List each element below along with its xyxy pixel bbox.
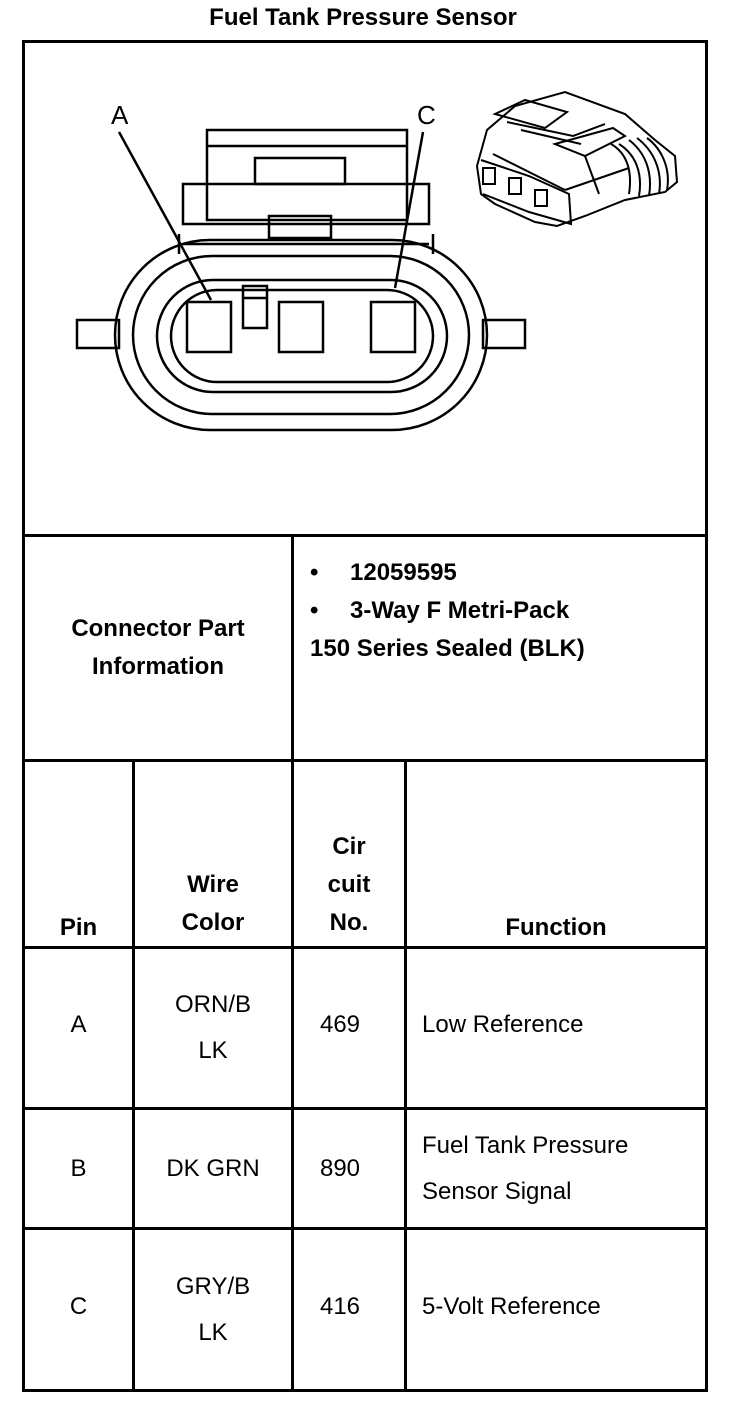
- pin-value: A: [70, 1011, 87, 1038]
- connector-info-label-line2: Information: [92, 653, 224, 680]
- row-a-pin: [25, 949, 132, 1107]
- description-line: [310, 592, 705, 630]
- latch-housing: [207, 130, 407, 220]
- right-peg: [483, 320, 525, 348]
- page-title: Fuel Tank Pressure Sensor: [209, 4, 517, 31]
- circuit-value: 416: [319, 1292, 361, 1320]
- cavity-b: [279, 302, 323, 352]
- latch-window: [255, 158, 345, 184]
- wire-value-line1: ORN/B: [174, 991, 251, 1018]
- description-line2: 150 Series Sealed (BLK): [310, 635, 585, 662]
- circuit-value: 890: [319, 1154, 361, 1182]
- row-a-wire: [135, 949, 291, 1107]
- header-circuit-line2: cuit: [327, 871, 371, 898]
- row-a-function: [422, 949, 705, 1107]
- header-pin-label: Pin: [59, 914, 98, 941]
- inner-shell: [157, 280, 447, 392]
- header-pin: [25, 762, 132, 942]
- row-c-circuit: [294, 1230, 386, 1389]
- wire-value-line2: LK: [198, 1037, 228, 1064]
- bullet-icon: •: [310, 597, 319, 624]
- header-wire-color-line2: Color: [181, 909, 245, 936]
- part-number-line: [310, 554, 705, 592]
- pin-value: C: [69, 1292, 88, 1320]
- frame-right: [705, 40, 708, 1392]
- pin-label-c: C: [417, 100, 436, 130]
- frame-top: [22, 40, 708, 43]
- row-c-wire: [135, 1230, 291, 1389]
- header-wire-color-line1: Wire: [187, 871, 239, 898]
- header-function: [407, 762, 705, 942]
- function-value: Low Reference: [422, 1011, 584, 1038]
- function-value-line1: Fuel Tank Pressure: [422, 1131, 629, 1159]
- connector-info-label-line1: Connector Part: [71, 615, 245, 642]
- pin-label-a: A: [111, 100, 129, 130]
- header-circuit: [294, 762, 404, 942]
- row-c-pin: [25, 1230, 132, 1389]
- bullet-icon: •: [310, 559, 319, 586]
- header-function-label: Function: [505, 914, 607, 941]
- function-value-line2: Sensor Signal: [422, 1177, 572, 1205]
- wire-value-line1: GRY/B: [175, 1272, 251, 1300]
- description-line1: 3-Way F Metri-Pack: [350, 597, 570, 624]
- leader-c: [395, 132, 423, 288]
- cavity-a: [187, 302, 231, 352]
- wire-value-line1: DK GRN: [166, 1154, 260, 1182]
- row-a-circuit: [294, 949, 386, 1107]
- connector-diagram: [25, 44, 705, 534]
- circuit-value: 469: [319, 1011, 361, 1038]
- latch-base: [183, 184, 429, 224]
- leader-a: [119, 132, 211, 300]
- row-b-circuit: [294, 1110, 386, 1227]
- part-number: 12059595: [350, 559, 457, 586]
- polarizing-key: [243, 286, 267, 328]
- row-c-function: [422, 1230, 705, 1389]
- row-b-wire: [135, 1110, 291, 1227]
- header-wire-color: [135, 762, 291, 942]
- connector-info-value: [310, 554, 705, 668]
- row-b-function: [422, 1110, 705, 1227]
- wire-value-line2: LK: [198, 1318, 228, 1346]
- row-b-pin: [25, 1110, 132, 1227]
- pin-value: B: [70, 1154, 87, 1182]
- header-circuit-line3: No.: [329, 909, 369, 936]
- description-line2-row: [310, 630, 705, 668]
- connector-thumbnail: [477, 92, 677, 226]
- frame-bottom: [22, 1389, 708, 1392]
- left-peg: [77, 320, 119, 348]
- connector-info-label: [25, 537, 291, 759]
- cavity-c: [371, 302, 415, 352]
- header-circuit-line1: Cir: [332, 833, 366, 860]
- function-value: 5-Volt Reference: [422, 1292, 601, 1320]
